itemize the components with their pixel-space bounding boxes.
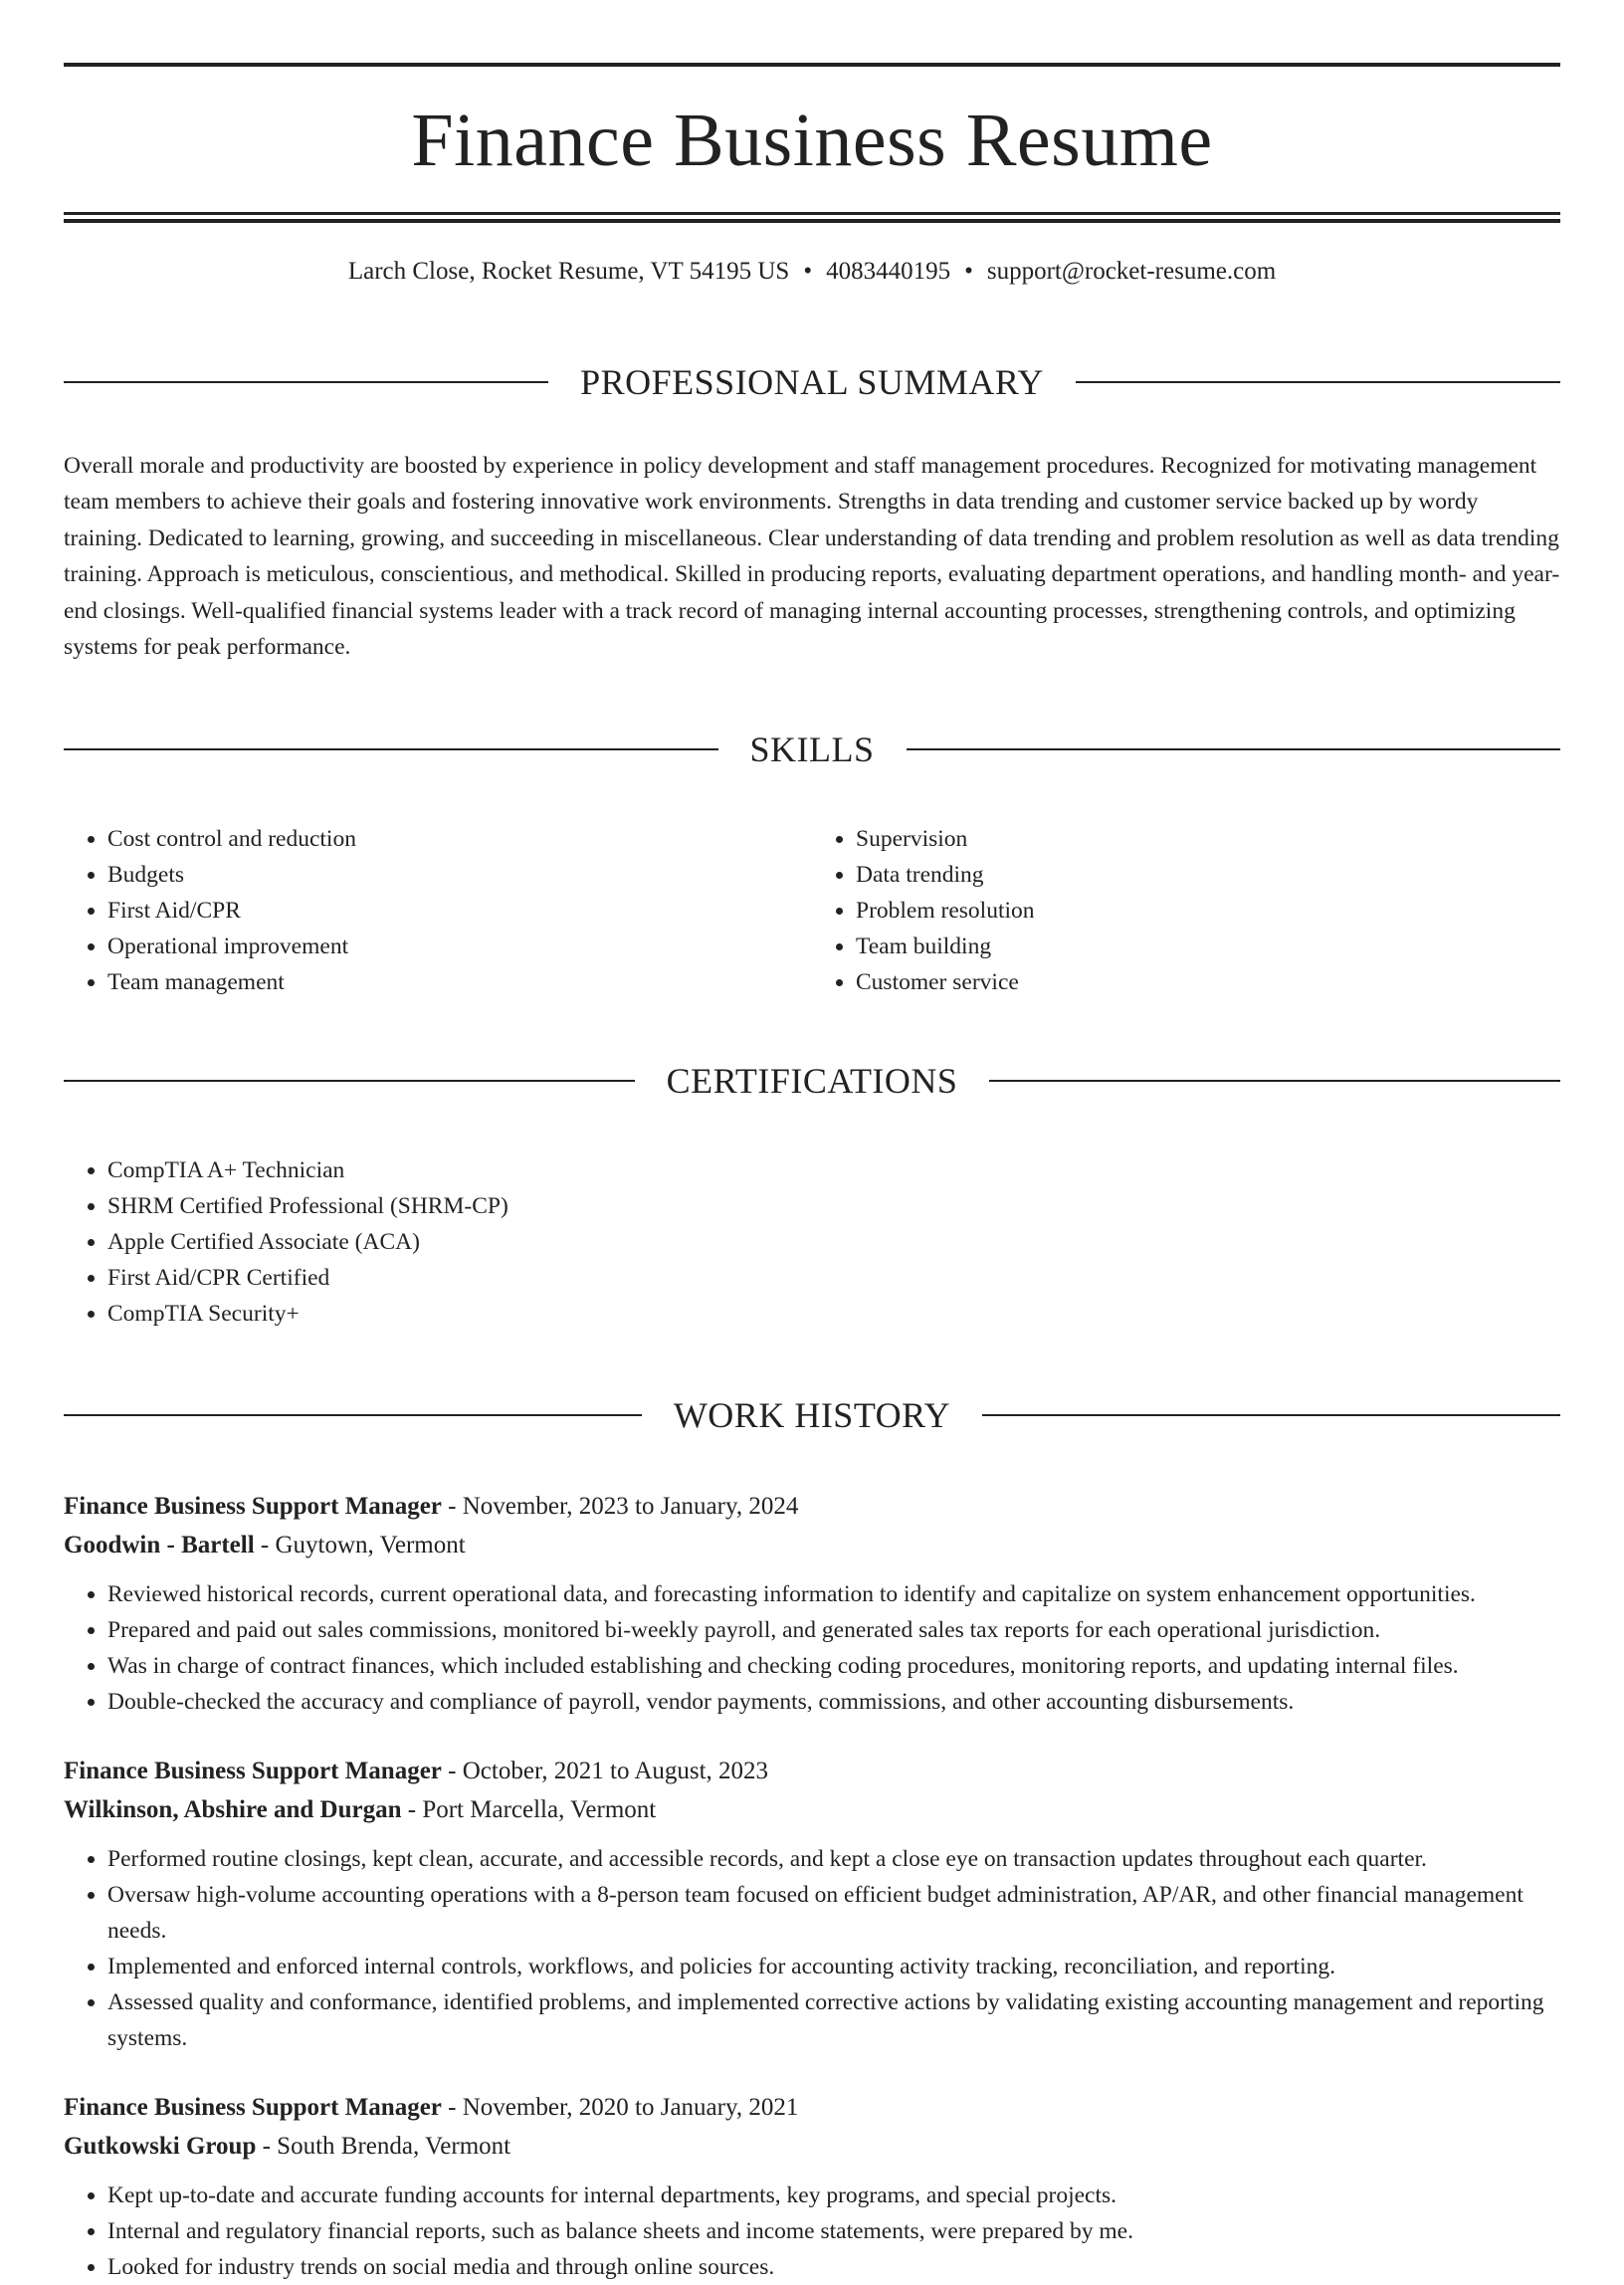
skill-item: • Team management xyxy=(107,964,812,1000)
certification-item: • First Aid/CPR Certified xyxy=(107,1260,1560,1296)
job-company: Wilkinson, Abshire and Durgan xyxy=(64,1796,402,1823)
job-location: - Guytown, Vermont xyxy=(260,1532,466,1558)
resume-page xyxy=(0,63,1624,2280)
heading-rule-right xyxy=(982,1414,1560,1416)
title-double-rule xyxy=(64,212,1560,223)
job-bullets xyxy=(64,1841,1560,2056)
job-title: Finance Business Support Manager xyxy=(64,1758,442,1784)
contact-line xyxy=(64,257,1560,287)
job-bullet: • Implemented and enforced internal controls, workflows, and policies for accounting activity tracking, reconciliation, and reporting. xyxy=(107,1949,1560,1984)
contact-separator: • xyxy=(964,258,973,285)
certification-item: • CompTIA Security+ xyxy=(107,1296,1560,1332)
work-history-heading xyxy=(64,1367,1560,1463)
skills-heading xyxy=(64,702,1560,797)
job-bullet: • Assessed quality and conformance, identified problems, and implemented corrective actions by validating existing accounting management and reporting systems. xyxy=(107,1984,1560,2056)
job-dates: - October, 2021 to August, 2023 xyxy=(448,1758,769,1784)
job-bullet: • Was in charge of contract finances, which included establishing and checking coding procedures, monitoring reports, and updating internal files. xyxy=(107,1648,1560,1684)
skills-heading-label: SKILLS xyxy=(749,728,875,769)
summary-heading-label: PROFESSIONAL SUMMARY xyxy=(580,361,1044,402)
job-title-line xyxy=(64,1487,1560,1526)
skill-item: • Data trending xyxy=(856,857,1560,893)
job-bullet: • Prepared and paid out sales commissions, monitored bi-weekly payroll, and generated sales tax reports for each operational jurisdiction. xyxy=(107,1612,1560,1648)
heading-rule-left xyxy=(64,748,718,750)
job-bullets xyxy=(64,1576,1560,1720)
job-entry xyxy=(64,1487,1560,1720)
job-company-line xyxy=(64,1790,1560,1829)
contact-email: support@rocket-resume.com xyxy=(986,258,1277,285)
contact-address: Larch Close, Rocket Resume, VT 54195 US xyxy=(347,258,790,285)
job-title: Finance Business Support Manager xyxy=(64,2094,442,2121)
top-rule xyxy=(64,63,1560,67)
resume-title: Finance Business Resume xyxy=(411,99,1213,182)
skill-item: • Problem resolution xyxy=(856,893,1560,929)
job-bullet: • Performed routine closings, kept clean, accurate, and accessible records, and kept a close eye on transaction updates throughout each quarter. xyxy=(107,1841,1560,1877)
heading-rule-right xyxy=(989,1080,1560,1082)
skills-grid xyxy=(64,821,1560,1000)
certification-item: • Apple Certified Associate (ACA) xyxy=(107,1224,1560,1260)
job-bullet: • Kept up-to-date and accurate funding accounts for internal departments, key programs, and special projects. xyxy=(107,2178,1560,2213)
job-bullet: • Oversaw high-volume accounting operations with a 8-person team focused on efficient budget administration, AP/AR, and other financial management needs. xyxy=(107,1877,1560,1949)
job-dates: - November, 2020 to January, 2021 xyxy=(448,2094,799,2121)
job-bullets xyxy=(64,2178,1560,2285)
job-bullet: • Reviewed historical records, current operational data, and forecasting information to identify and capitalize on system enhancement opportunities. xyxy=(107,1576,1560,1612)
job-bullet: • Internal and regulatory financial reports, such as balance sheets and income statements, were prepared by me. xyxy=(107,2213,1560,2249)
skill-item: • Cost control and reduction xyxy=(107,821,812,857)
skill-item: • Budgets xyxy=(107,857,812,893)
certification-item: • CompTIA A+ Technician xyxy=(107,1152,1560,1188)
job-bullet: • Looked for industry trends on social media and through online sources. xyxy=(107,2249,1560,2285)
skill-item: • Team building xyxy=(856,929,1560,964)
summary-heading xyxy=(64,334,1560,430)
summary-text: Overall morale and productivity are boosted by experience in policy development and staff management procedures. Recognized for motivating management team members to achieve their goals and fostering innovative work environments. Strengths in data trending and customer service backed up by wordy training. Dedicated to learning, growing, and succeeding in miscellaneous. Clear understanding of data trending and problem resolution as well as data trending training. Approach is meticulous, conscientious, and methodical. Skilled in producing reports, evaluating department operations, and handling month- and year-end closings. Well-qualified financial systems leader with a track record of managing internal accounting processes, strengthening controls, and optimizing systems for peak performance. xyxy=(64,452,1560,661)
job-dates: - November, 2023 to January, 2024 xyxy=(448,1493,799,1520)
job-location: - South Brenda, Vermont xyxy=(262,2133,511,2160)
job-title-line xyxy=(64,2088,1560,2127)
job-entry xyxy=(64,2088,1560,2285)
job-company: Goodwin - Bartell xyxy=(64,1532,255,1558)
skill-item: • Supervision xyxy=(856,821,1560,857)
certification-item: • SHRM Certified Professional (SHRM-CP) xyxy=(107,1188,1560,1224)
certifications-heading-label: CERTIFICATIONS xyxy=(666,1061,958,1102)
skill-item: • Operational improvement xyxy=(107,929,812,964)
job-bullet: • Double-checked the accuracy and compliance of payroll, vendor payments, commissions, and other accounting disbursements. xyxy=(107,1684,1560,1720)
certifications-heading xyxy=(64,1034,1560,1130)
job-entry xyxy=(64,1752,1560,2056)
job-location: - Port Marcella, Vermont xyxy=(407,1796,657,1823)
job-company: Gutkowski Group xyxy=(64,2133,257,2160)
job-company-line xyxy=(64,1526,1560,1564)
job-company-line xyxy=(64,2127,1560,2166)
job-title: Finance Business Support Manager xyxy=(64,1493,442,1520)
skills-list-right xyxy=(812,821,1560,1000)
contact-phone: 4083440195 xyxy=(826,258,951,285)
job-title-line xyxy=(64,1752,1560,1790)
skill-item: • First Aid/CPR xyxy=(107,893,812,929)
heading-rule-right xyxy=(907,748,1561,750)
skills-list-left xyxy=(64,821,812,1000)
contact-separator: • xyxy=(803,258,813,285)
work-history-heading-label: WORK HISTORY xyxy=(673,1395,951,1436)
heading-rule-left xyxy=(64,1080,635,1082)
heading-rule-left xyxy=(64,1414,642,1416)
heading-rule-left xyxy=(64,381,548,383)
heading-rule-right xyxy=(1076,381,1560,383)
certifications-list xyxy=(64,1152,1560,1332)
skill-item: • Customer service xyxy=(856,964,1560,1000)
